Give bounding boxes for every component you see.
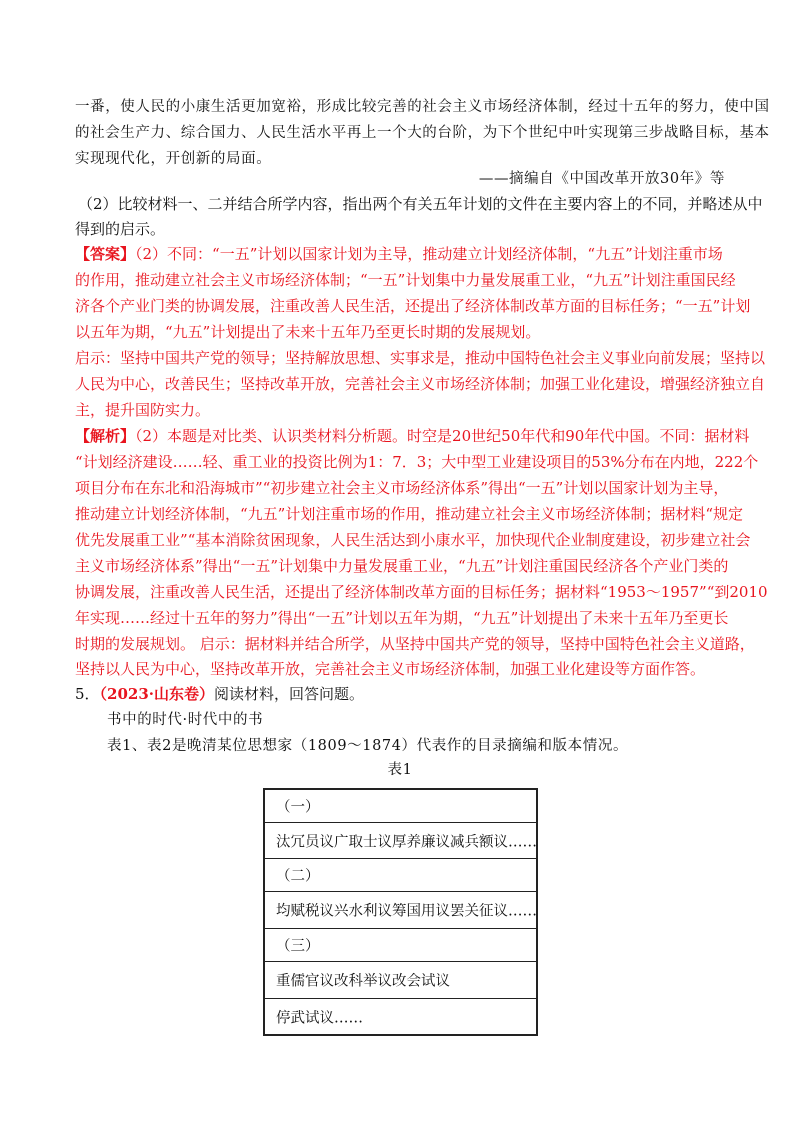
answer-line-5: 启示：坚持中国共产党的领导；坚持解放思想、实事求是，推动中国特色社会主义事业向前发展；坚持以 bbox=[75, 349, 766, 367]
table-row bbox=[265, 790, 536, 823]
analysis-line-9: 时期的发展规划。 启示：据材料并结合所学，从坚持中国共产党的领导，坚持中国特色社会主义道路， bbox=[75, 635, 755, 653]
analysis-line-4: 推动建立计划经济体制，“九五”计划注重市场的作用，推动建立社会主义市场经济体制；据材料“规定 bbox=[75, 505, 744, 523]
analysis-line-7: 协调发展，注重改善人民生活，还提出了经济体制改革方面的目标任务；据材料“1953～1957”“到2010 bbox=[75, 583, 768, 601]
answer-line-1 bbox=[75, 244, 723, 264]
answer-line-4: 以五年为期，“九五”计划提出了未来十五年乃至更长时期的发展规划。 bbox=[75, 323, 541, 341]
table-cell-text: （一） bbox=[276, 799, 320, 816]
question-5-prompt: 阅读材料，回答问题。 bbox=[214, 685, 365, 703]
table-cell-text: 汰冗员议广取士议厚养廉议减兵额议…… bbox=[276, 834, 537, 850]
table-row bbox=[265, 962, 536, 999]
material-line-3: 实现现代化，开创新的局面。 bbox=[75, 151, 272, 167]
table-cell-text: 停武试议…… bbox=[276, 1010, 363, 1026]
question-5-intro: 表1、表2是晚清某位思想家（1809～1874）代表作的目录摘编和版本情况。 bbox=[107, 738, 629, 754]
answer-line-7: 主，提升国防实力。 bbox=[75, 401, 211, 419]
table-cell-text: 重儒官议改科举议改会试议 bbox=[276, 973, 450, 990]
analysis-line-3: 项目分布在东北和沿海城市”“初步建立社会主义市场经济体系”得出“一五”计划以国家计划为主导， bbox=[75, 479, 729, 497]
material-source: ——摘编自《中国改革开放30年》等 bbox=[478, 171, 725, 187]
analysis-label: 【解析】 bbox=[75, 427, 136, 445]
table-1 bbox=[263, 788, 538, 1036]
table-row bbox=[265, 859, 536, 892]
analysis-line-10: 坚持以人民为中心，坚持改革开放，完善社会主义市场经济体制，加强工业化建设等方面作答。 bbox=[75, 660, 706, 678]
table-row bbox=[265, 999, 536, 1034]
table-cell-text: （二） bbox=[276, 868, 320, 885]
answer-text-1: （2）不同：“一五”计划以国家计划为主导，推动建立计划经济体制，“九五”计划注重市场 bbox=[135, 245, 723, 263]
analysis-line-8: 年实现……经过十五年的努力”得出“一五”计划以五年为期，“九五”计划提出了未来十五年乃至更长 bbox=[75, 609, 729, 627]
analysis-line-2: “计划经济建设……轻、重工业的投资比例为1：7．3；大中型工业建设项目的53%分布在内地，222个 bbox=[75, 453, 759, 471]
answer-label: 【答案】 bbox=[75, 245, 136, 263]
analysis-line-1 bbox=[75, 426, 749, 446]
analysis-line-5: 优先发展重工业”“基本消除贫困现象，人民生活达到小康水平，加快现代企业制度建设，初步建立社会 bbox=[75, 531, 751, 549]
question-2-line-1: （2）比较材料一、二并结合所学内容，指出两个有关五年计划的文件在主要内容上的不同，并略述从中 bbox=[78, 195, 763, 213]
question-5-header bbox=[75, 684, 364, 704]
material-line-1: 一番，使人民的小康生活更加宽裕，形成比较完善的社会主义市场经济体制，经过十五年的努力，使中国 bbox=[75, 99, 770, 115]
table-row bbox=[265, 892, 536, 929]
material-line-2: 的社会生产力、综合国力、人民生活水平再上一个大的台阶，为下个世纪中叶实现第三步战略目标，基本 bbox=[75, 125, 770, 141]
answer-line-6: 人民为中心，改善民生；坚持改革开放，完善社会主义市场经济体制；加强工业化建设，增强经济独立自 bbox=[75, 375, 766, 393]
analysis-line-6: 主义市场经济体系”得出“一五”计划集中力量发展重工业，“九五”计划注重国民经济各个产业门类的 bbox=[75, 557, 729, 575]
table-cell-text: （三） bbox=[276, 938, 320, 955]
answer-line-2: 的作用，推动建立社会主义市场经济体制；“一五”计划集中力量发展重工业，“九五”计划注重国民经 bbox=[75, 271, 736, 289]
question-5-number: 5． bbox=[75, 685, 100, 703]
table-1-title: 表1 bbox=[387, 762, 413, 778]
table-row bbox=[265, 823, 536, 859]
analysis-text-1: （2）本题是对比类、认识类材料分析题。时空是20世纪50年代和90年代中国。不同：据材料 bbox=[135, 427, 750, 445]
question-2-line-2: 得到的启示。 bbox=[75, 220, 166, 238]
question-5-source-tag: （2023·山东卷） bbox=[99, 685, 215, 703]
question-5-subtitle: 书中的时代·时代中的书 bbox=[107, 712, 264, 728]
table-row bbox=[265, 929, 536, 962]
answer-line-3: 济各个产业门类的协调发展，注重改善人民生活，还提出了经济体制改革方面的目标任务；“一五”计划 bbox=[75, 297, 751, 315]
table-cell-text: 均赋税议兴水利议筹国用议罢关征议…… bbox=[276, 903, 537, 920]
